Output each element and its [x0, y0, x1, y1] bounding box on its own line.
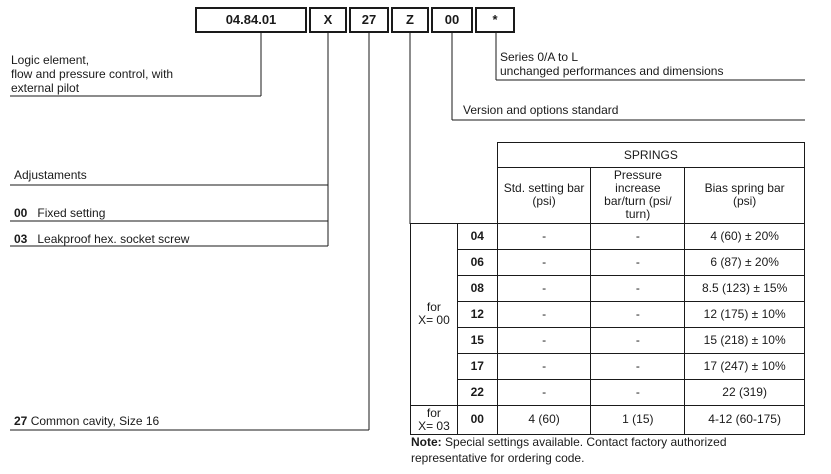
header-bias-spring: Bias spring bar (psi): [685, 168, 805, 224]
table-row: 15 - - 15 (218) ± 10%: [411, 327, 805, 353]
code-box-adjustment: X: [309, 7, 347, 33]
table-row: 06 - - 6 (87) ± 20%: [411, 249, 805, 275]
table-row: 22 - - 22 (319): [411, 379, 805, 405]
adjustments-heading: Adjustaments: [14, 168, 87, 182]
note-text: Note: Special settings available. Contact factory authorized representative for ordering code.: [411, 435, 727, 465]
table-row: for X= 00 04 - - 4 (60) ± 20%: [411, 223, 805, 249]
adjustment-item: 03 Leakproof hex. socket screw: [14, 232, 190, 246]
header-std-setting: Std. setting bar (psi): [497, 168, 591, 224]
code-box-model: 04.84.01: [195, 7, 307, 33]
code-box-cavity: 27: [349, 7, 389, 33]
logic-element-description: Logic element, flow and pressure control, with external pilot: [11, 53, 174, 95]
code-box-spring: Z: [391, 7, 429, 33]
adjustment-item: 00 Fixed setting: [14, 206, 106, 220]
table-row: 17 - - 17 (247) ± 10%: [411, 353, 805, 379]
code-box-version: 00: [431, 7, 473, 33]
series-description: Series 0/A to L unchanged performances and dimensions: [500, 50, 724, 78]
group-label-x03: for X= 03: [411, 405, 458, 434]
table-row: for X= 03 00 4 (60) 1 (15) 4-12 (60-175): [411, 405, 805, 434]
version-description: Version and options standard: [463, 103, 619, 117]
springs-title: SPRINGS: [497, 143, 804, 168]
header-pressure-increase: Pressure increase bar/turn (psi/ turn): [591, 168, 685, 224]
table-row: 08 - - 8.5 (123) ± 15%: [411, 275, 805, 301]
code-box-series: *: [475, 7, 515, 33]
cavity-description: 27 Common cavity, Size 16: [14, 414, 160, 428]
table-row: 12 - - 12 (175) ± 10%: [411, 301, 805, 327]
group-label-x00: for X= 00: [411, 223, 458, 405]
springs-table: [410, 142, 805, 435]
